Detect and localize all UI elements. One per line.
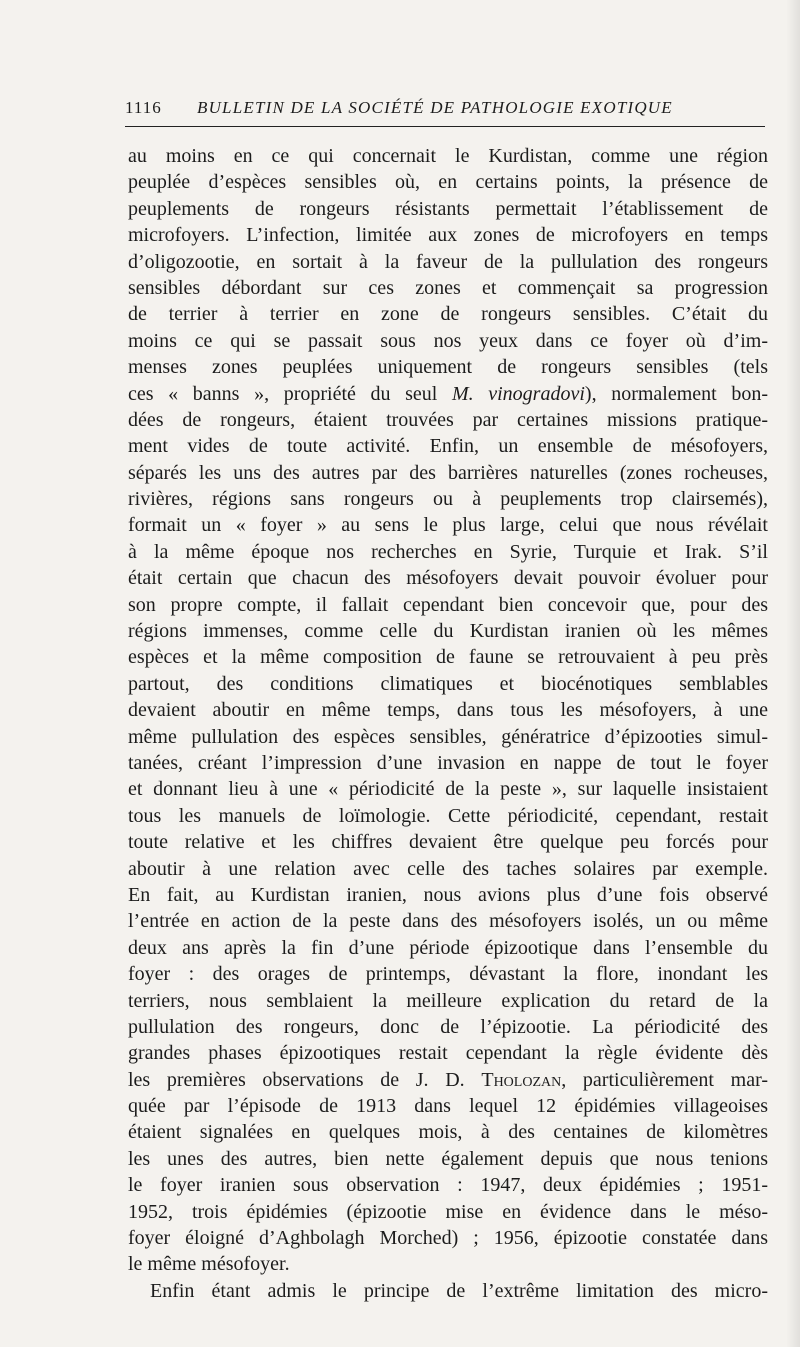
text-line bbox=[128, 222, 768, 248]
line-text: était certain que chacun des mésofoyers devait pouvoir évoluer pour bbox=[128, 567, 768, 590]
line-text: foyer : des orages de printemps, dévastant la flore, inondant les bbox=[128, 963, 768, 986]
text-line bbox=[128, 1119, 768, 1145]
text-line bbox=[128, 618, 768, 644]
text-line bbox=[128, 143, 768, 169]
line-text: devaient aboutir en même temps, dans tous les mésofoyers, à une bbox=[128, 699, 768, 722]
line-text: tanées, créant l’impression d’une invasion en nappe de tout le foyer bbox=[128, 751, 768, 774]
text-line bbox=[128, 512, 768, 538]
text-line bbox=[128, 565, 768, 591]
text-line bbox=[128, 961, 768, 987]
line-text: étaient signalées en quelques mois, à des centaines de kilomètres bbox=[128, 1121, 768, 1144]
line-text: microfoyers. L’infection, limitée aux zones de microfoyers en temps bbox=[128, 224, 768, 247]
text-line bbox=[128, 460, 768, 486]
header-rule bbox=[125, 126, 765, 127]
line-text: formait un « foyer » au sens le plus large, celui que nous révélait bbox=[128, 514, 768, 537]
text-line bbox=[128, 724, 768, 750]
text-line bbox=[128, 381, 768, 407]
line-text: à la même époque nos recherches en Syrie, Turquie et Irak. S’il bbox=[128, 540, 768, 563]
text-line bbox=[128, 1040, 768, 1066]
text-line bbox=[128, 592, 768, 618]
line-text: et donnant lieu à une « périodicité de la peste », sur laquelle insistaient bbox=[128, 778, 768, 801]
text-line bbox=[128, 407, 768, 433]
line-text-after: , particulièrement mar- bbox=[561, 1068, 768, 1091]
line-text: moins ce qui se passait sous nos yeux dans ce foyer où d’im- bbox=[128, 329, 768, 352]
line-text: terriers, nous semblaient la meilleure explication du retard de la bbox=[128, 989, 768, 1012]
text-line bbox=[128, 539, 768, 565]
text-line bbox=[128, 644, 768, 670]
line-text: rivières, régions sans rongeurs ou à peuplements trop clairsemés), bbox=[128, 488, 768, 511]
text-line bbox=[128, 1093, 768, 1119]
line-text: partout, des conditions climatiques et biocénotiques semblables bbox=[128, 672, 768, 695]
line-text: deux ans après la fin d’une période épizootique dans l’ensemble du bbox=[128, 936, 768, 959]
line-text: foyer éloigné d’Aghbolagh Morched) ; 1956, épizootie constatée dans bbox=[128, 1227, 768, 1250]
text-line bbox=[128, 301, 768, 327]
line-text: régions immenses, comme celle du Kurdistan iranien où les mêmes bbox=[128, 620, 768, 643]
line-text-after: ), normalement bon- bbox=[584, 382, 768, 405]
line-text: séparés les uns des autres par des barrières naturelles (zones rocheuses, bbox=[128, 461, 768, 484]
line-text: ment vides de toute activité. Enfin, un ensemble de mésofoyers, bbox=[128, 435, 768, 458]
line-text: quée par l’épisode de 1913 dans lequel 12 épidémies villageoises bbox=[128, 1095, 768, 1118]
text-line bbox=[128, 328, 768, 354]
page-edge-shadow bbox=[786, 0, 800, 1347]
text-line bbox=[128, 803, 768, 829]
text-line bbox=[128, 1067, 768, 1093]
text-line bbox=[128, 697, 768, 723]
text-line bbox=[128, 935, 768, 961]
text-line bbox=[128, 169, 768, 195]
line-text: le foyer iranien sous observation : 1947, deux épidémies ; 1951- bbox=[128, 1174, 768, 1197]
journal-title: BULLETIN DE LA SOCIÉTÉ DE PATHOLOGIE EXOTIQUE bbox=[197, 98, 673, 117]
author-name: Tholozan bbox=[481, 1068, 562, 1091]
text-line bbox=[128, 1278, 768, 1304]
line-text: le même mésofoyer. bbox=[128, 1253, 290, 1276]
line-text: grandes phases épizootiques restait cependant la règle évidente dès bbox=[128, 1042, 768, 1065]
line-text: dées de rongeurs, étaient trouvées par certaines missions pratique- bbox=[128, 408, 768, 431]
article-body bbox=[128, 143, 768, 1304]
line-text: son propre compte, il fallait cependant bien concevoir que, pour des bbox=[128, 593, 768, 616]
line-text: toute relative et les chiffres devaient être quelque peu forcés pour bbox=[128, 831, 768, 854]
text-line bbox=[128, 275, 768, 301]
text-line bbox=[128, 354, 768, 380]
text-line bbox=[128, 433, 768, 459]
text-line bbox=[128, 750, 768, 776]
text-line bbox=[128, 1014, 768, 1040]
text-line bbox=[128, 1172, 768, 1198]
text-line bbox=[128, 249, 768, 275]
text-line bbox=[128, 1199, 768, 1225]
line-text: même pullulation des espèces sensibles, génératrice d’épizooties simul- bbox=[128, 725, 768, 748]
text-line bbox=[128, 908, 768, 934]
line-text: les unes des autres, bien nette également depuis que nous tenions bbox=[128, 1147, 768, 1170]
line-text: sensibles débordant sur ces zones et commençait sa progression bbox=[128, 276, 768, 299]
line-text: d’oligozootie, en sortait à la faveur de la pullulation des rongeurs bbox=[128, 250, 768, 273]
species-name: M. vinogradovi bbox=[451, 382, 585, 405]
line-text: Enfin étant admis le principe de l’extrême limitation des micro- bbox=[150, 1279, 768, 1302]
line-text: au moins en ce qui concernait le Kurdistan, comme une région bbox=[128, 145, 768, 167]
line-text: de terrier à terrier en zone de rongeurs sensibles. C’était du bbox=[128, 303, 768, 326]
text-line bbox=[128, 196, 768, 222]
text-line bbox=[128, 776, 768, 802]
text-line bbox=[128, 1251, 768, 1277]
text-line bbox=[128, 882, 768, 908]
page-number: 1116 bbox=[125, 98, 162, 117]
text-line bbox=[128, 671, 768, 697]
text-line bbox=[128, 829, 768, 855]
text-line bbox=[128, 1146, 768, 1172]
text-line bbox=[128, 1225, 768, 1251]
line-text: menses zones peuplées uniquement de rongeurs sensibles (tels bbox=[128, 356, 768, 379]
line-text-before: ces « banns », propriété du seul bbox=[128, 382, 452, 405]
running-head bbox=[125, 96, 765, 122]
text-line bbox=[128, 988, 768, 1014]
line-text: l’entrée en action de la peste dans des mésofoyers isolés, un ou même bbox=[128, 910, 768, 933]
line-text: 1952, trois épidémies (épizootie mise en évidence dans le méso- bbox=[128, 1200, 768, 1223]
line-text: aboutir à une relation avec celle des taches solaires par exemple. bbox=[128, 857, 768, 880]
line-text: peuplée d’espèces sensibles où, en certains points, la présence de bbox=[128, 171, 768, 194]
line-text: pullulation des rongeurs, donc de l’épizootie. La périodicité des bbox=[128, 1015, 768, 1038]
text-line bbox=[128, 856, 768, 882]
line-text: En fait, au Kurdistan iranien, nous avions plus d’une fois observé bbox=[128, 883, 768, 906]
line-text: espèces et la même composition de faune se retrouvaient à peu près bbox=[128, 646, 768, 669]
line-text: tous les manuels de loïmologie. Cette périodicité, cependant, restait bbox=[128, 804, 768, 827]
line-text: peuplements de rongeurs résistants permettait l’établissement de bbox=[128, 197, 768, 220]
line-text-before: les premières observations de J. D. bbox=[128, 1068, 482, 1091]
text-line bbox=[128, 486, 768, 512]
